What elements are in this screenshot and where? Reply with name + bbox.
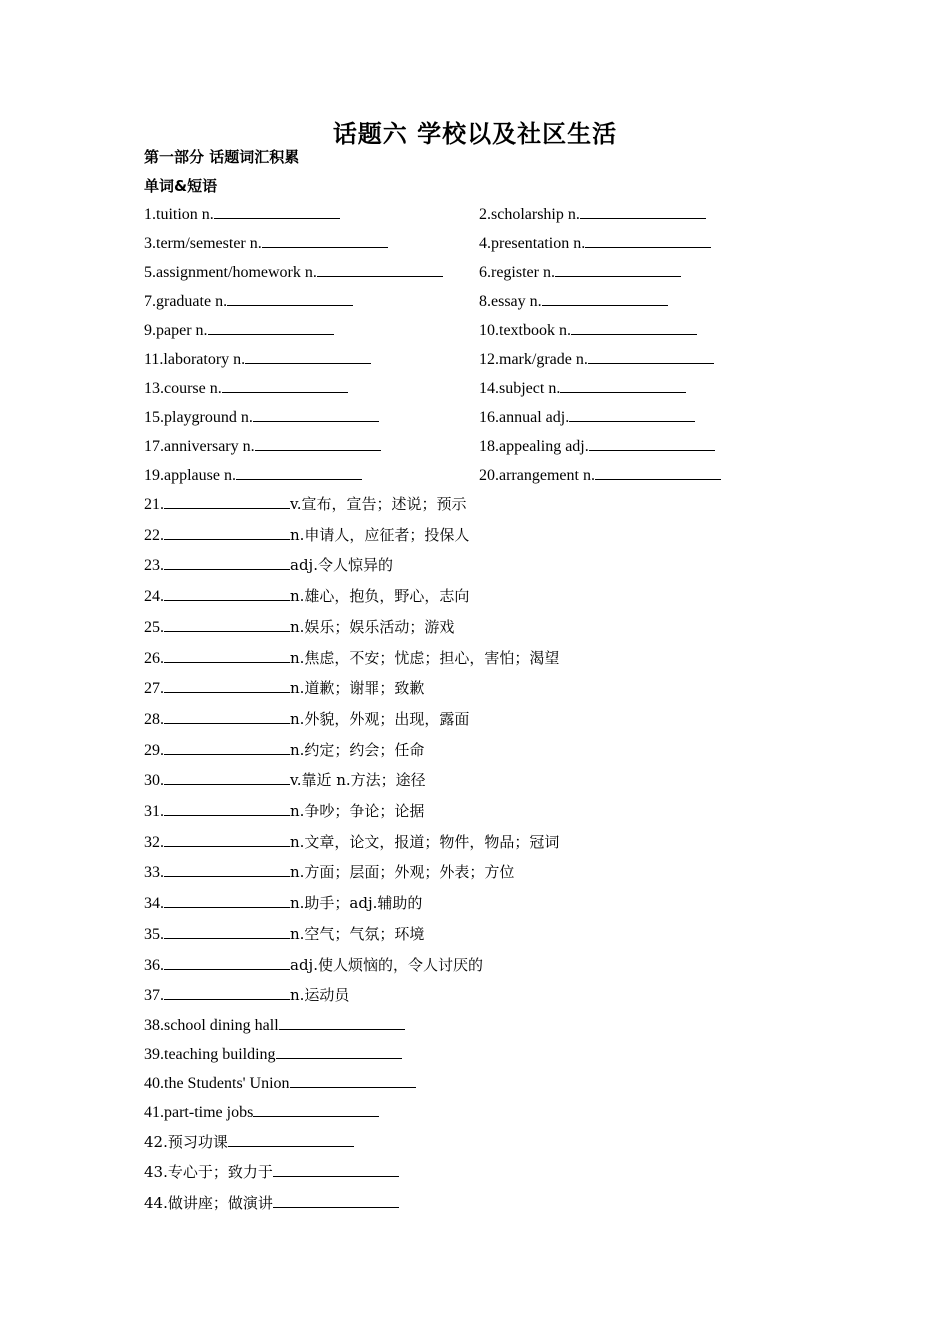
phrase-item — [144, 1015, 405, 1036]
item-number: 26. — [144, 649, 164, 667]
answer-blank — [164, 740, 290, 755]
item-number: 30. — [144, 772, 164, 790]
answer-blank — [164, 494, 290, 509]
vocab-item-left — [144, 436, 381, 457]
vocab-item-left — [144, 291, 353, 312]
item-definition: n.申请人，应征者；投保人 — [290, 525, 470, 544]
vocab-item-left — [144, 262, 443, 283]
vocab-item-right — [479, 320, 697, 341]
answer-blank — [228, 1132, 354, 1147]
vocab-item-text: 19.applause n. — [144, 467, 236, 484]
vocab-item-left — [144, 407, 379, 428]
item-definition: n.文章，论文，报道；物件，物品；冠词 — [290, 832, 560, 851]
answer-blank — [560, 378, 686, 393]
vocab-item-right — [479, 349, 714, 370]
vocab-item-left — [144, 320, 334, 341]
answer-blank — [580, 204, 706, 219]
item-number: 25. — [144, 618, 164, 636]
vocab-item-text: 10.textbook n. — [479, 322, 571, 339]
answer-blank — [164, 801, 290, 816]
item-definition: n.方面；层面；外观；外表；方位 — [290, 863, 515, 882]
vocab-item-text: 17.anniversary n. — [144, 438, 255, 455]
definition-item — [144, 770, 426, 791]
item-number: 28. — [144, 710, 164, 728]
vocab-item-right — [479, 204, 706, 225]
item-definition: n.空气；气氛；环境 — [290, 924, 425, 943]
answer-blank — [273, 1162, 399, 1177]
vocab-item-left — [144, 204, 340, 225]
answer-blank — [164, 525, 290, 540]
definition-item — [144, 586, 469, 607]
answer-blank — [164, 555, 290, 570]
item-definition: n.争吵；争论；论据 — [290, 802, 425, 820]
answer-blank — [262, 233, 388, 248]
item-definition: v.宣布，宣告；述说；预示 — [290, 495, 467, 513]
answer-blank — [164, 862, 290, 877]
answer-blank — [164, 832, 290, 847]
definition-item — [144, 740, 424, 761]
item-definition: n.约定；约会；任命 — [290, 740, 425, 759]
phrase-text: 42.预习功课 — [144, 1133, 228, 1151]
vocab-item-text: 1.tuition n. — [144, 206, 214, 223]
page-title: 话题六 学校以及社区生活 — [332, 120, 618, 148]
vocab-item-right — [479, 378, 686, 399]
item-number: 33. — [144, 864, 164, 882]
vocab-item-text: 13.course n. — [144, 380, 222, 397]
vocab-item-text: 7.graduate n. — [144, 293, 228, 310]
phrase-item — [144, 1102, 379, 1123]
definition-item — [144, 678, 424, 699]
answer-blank — [253, 1102, 379, 1117]
answer-blank — [222, 378, 348, 393]
item-definition: v.靠近 n.方法；途径 — [290, 771, 426, 790]
definition-item — [144, 648, 559, 669]
item-number: 32. — [144, 833, 164, 851]
vocab-item-text: 2.scholarship n. — [479, 206, 580, 223]
vocab-item-left — [144, 465, 362, 486]
answer-blank — [273, 1193, 399, 1208]
vocab-item-text: 9.paper n. — [144, 322, 208, 339]
vocab-item-right — [479, 233, 711, 254]
item-number: 37. — [144, 987, 164, 1005]
answer-blank — [164, 709, 290, 724]
answer-blank — [317, 262, 443, 277]
answer-blank — [164, 924, 290, 939]
item-number: 29. — [144, 741, 164, 759]
item-definition: n.娱乐；娱乐活动；游戏 — [290, 617, 455, 636]
vocab-item-text: 14.subject n. — [479, 380, 561, 397]
answer-blank — [290, 1073, 416, 1088]
answer-blank — [569, 407, 695, 422]
phrase-text: 39.teaching building — [144, 1046, 276, 1063]
vocab-item-text: 18.appealing adj. — [479, 438, 589, 455]
phrase-text: 43.专心于；致力于 — [144, 1163, 273, 1181]
answer-blank — [236, 465, 362, 480]
definition-item — [144, 985, 349, 1006]
answer-blank — [279, 1015, 405, 1030]
phrase-item — [144, 1162, 399, 1183]
vocab-item-left — [144, 233, 388, 254]
answer-blank — [164, 893, 290, 908]
definition-item — [144, 709, 469, 730]
answer-blank — [276, 1044, 402, 1059]
item-number: 31. — [144, 803, 164, 820]
vocab-item-text: 8.essay n. — [479, 293, 542, 310]
definition-item — [144, 924, 424, 945]
answer-blank — [588, 349, 714, 364]
answer-blank — [164, 617, 290, 632]
answer-blank — [164, 955, 290, 970]
phrase-text: 38.school dining hall — [144, 1017, 279, 1034]
item-number: 35. — [144, 925, 164, 943]
definition-item — [144, 801, 424, 822]
phrase-text: 40.the Students' Union — [144, 1075, 290, 1092]
answer-blank — [589, 436, 715, 451]
item-definition: n.助手；adj.辅助的 — [290, 894, 423, 913]
vocab-item-text: 4.presentation n. — [479, 235, 586, 252]
phrase-text: 44.做讲座；做演讲 — [144, 1194, 273, 1212]
vocab-item-left — [144, 378, 348, 399]
subsection-title: 单词&短语 — [144, 177, 218, 195]
item-definition: n.雄心，抱负，野心，志向 — [290, 587, 470, 606]
item-number: 27. — [144, 680, 164, 698]
phrase-item — [144, 1132, 354, 1153]
answer-blank — [227, 291, 353, 306]
definition-item — [144, 832, 559, 853]
definition-item — [144, 893, 422, 914]
phrase-item — [144, 1073, 416, 1094]
vocab-item-left — [144, 349, 371, 370]
item-number: 22. — [144, 526, 164, 544]
vocab-item-right — [479, 436, 715, 457]
vocab-item-text: 16.annual adj. — [479, 409, 570, 426]
definition-item — [144, 525, 469, 546]
answer-blank — [164, 678, 290, 693]
vocab-item-right — [479, 407, 695, 428]
vocab-item-text: 20.arrangement n. — [479, 467, 595, 484]
answer-blank — [571, 320, 697, 335]
item-definition: n.焦虑，不安；忧虑；担心，害怕；渴望 — [290, 648, 560, 667]
vocab-item-text: 6.register n. — [479, 264, 555, 281]
answer-blank — [555, 262, 681, 277]
item-definition: n.运动员 — [290, 986, 350, 1005]
item-definition: adj.使人烦恼的，令人讨厌的 — [290, 955, 483, 974]
answer-blank — [164, 770, 290, 785]
answer-blank — [164, 985, 290, 1000]
definition-item — [144, 494, 466, 515]
definition-item — [144, 555, 393, 576]
vocab-item-text: 3.term/semester n. — [144, 235, 262, 252]
answer-blank — [253, 407, 379, 422]
vocab-item-text: 15.playground n. — [144, 409, 253, 426]
item-number: 36. — [144, 956, 164, 974]
item-number: 24. — [144, 588, 164, 606]
phrase-item — [144, 1193, 399, 1214]
vocab-item-text: 5.assignment/homework n. — [144, 264, 317, 281]
answer-blank — [542, 291, 668, 306]
item-definition: n.道歉；谢罪；致歉 — [290, 679, 425, 698]
answer-blank — [245, 349, 371, 364]
item-definition: n.外貌，外观；出现，露面 — [290, 709, 470, 728]
vocab-item-text: 12.mark/grade n. — [479, 351, 588, 368]
section-title: 第一部分 话题词汇积累 — [144, 148, 300, 166]
definition-item — [144, 617, 454, 638]
answer-blank — [164, 586, 290, 601]
answer-blank — [255, 436, 381, 451]
vocab-item-right — [479, 262, 681, 283]
phrase-text: 41.part-time jobs — [144, 1104, 254, 1121]
definition-item — [144, 862, 514, 883]
phrase-item — [144, 1044, 402, 1065]
answer-blank — [585, 233, 711, 248]
item-number: 21. — [144, 496, 164, 513]
vocab-item-text: 11.laboratory n. — [144, 351, 246, 368]
definition-item — [144, 955, 483, 976]
answer-blank — [164, 648, 290, 663]
answer-blank — [208, 320, 334, 335]
item-number: 34. — [144, 895, 164, 913]
item-definition: adj.令人惊异的 — [290, 556, 393, 575]
item-number: 23. — [144, 557, 164, 575]
answer-blank — [214, 204, 340, 219]
answer-blank — [595, 465, 721, 480]
vocab-item-right — [479, 291, 668, 312]
vocab-item-right — [479, 465, 721, 486]
